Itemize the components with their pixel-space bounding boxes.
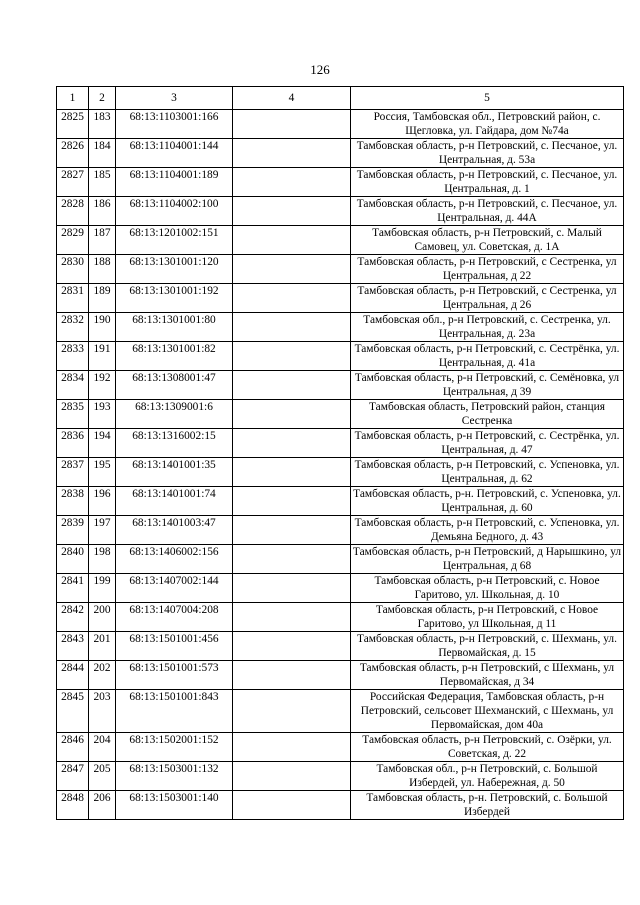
table-row bbox=[57, 487, 624, 516]
table-row bbox=[57, 197, 624, 226]
table-cell-c2: 202 bbox=[89, 661, 116, 690]
table-cell-c5: Тамбовская область, р-н Петровский, с. Сестрёнка, ул. Центральная, д. 41а bbox=[351, 342, 624, 371]
table-cell-c4 bbox=[233, 400, 351, 429]
table-cell-c3: 68:13:1201002:151 bbox=[116, 226, 233, 255]
table-cell-c5: Россия, Тамбовская обл., Петровский район, с. Щегловка, ул. Гайдара, дом №74а bbox=[351, 110, 624, 139]
table-cell-c5: Тамбовская обл., р-н Петровский, с. Сестренка, ул. Центральная, д. 23а bbox=[351, 313, 624, 342]
table-cell-c5: Тамбовская область, р-н Петровский, с. Песчаное, ул. Центральная, д. 53а bbox=[351, 139, 624, 168]
table-cell-c2: 189 bbox=[89, 284, 116, 313]
table-row bbox=[57, 400, 624, 429]
table-cell-c1: 2848 bbox=[57, 791, 89, 820]
table-cell-c5: Тамбовская область, р-н Петровский, с. Песчаное, ул. Центральная, д. 1 bbox=[351, 168, 624, 197]
table-cell-c2: 195 bbox=[89, 458, 116, 487]
page-number: 126 bbox=[310, 62, 330, 77]
table-row bbox=[57, 226, 624, 255]
table-cell-c4 bbox=[233, 110, 351, 139]
table-cell-c5: Тамбовская область, р-н Петровский, с. Озёрки, ул. Советская, д. 22 bbox=[351, 733, 624, 762]
table-cell-c3: 68:13:1501001:456 bbox=[116, 632, 233, 661]
table-cell-c2: 197 bbox=[89, 516, 116, 545]
table-cell-c4 bbox=[233, 661, 351, 690]
table-cell-c3: 68:13:1503001:132 bbox=[116, 762, 233, 791]
table-row bbox=[57, 168, 624, 197]
table-row bbox=[57, 545, 624, 574]
table-cell-c1: 2847 bbox=[57, 762, 89, 791]
table-cell-c2: 203 bbox=[89, 690, 116, 733]
table-cell-c4 bbox=[233, 632, 351, 661]
table-cell-c1: 2829 bbox=[57, 226, 89, 255]
table-cell-c5: Тамбовская область, р-н Петровский, с. Шехмань, ул. Первомайская, д. 15 bbox=[351, 632, 624, 661]
table-row bbox=[57, 516, 624, 545]
table-row bbox=[57, 110, 624, 139]
table-cell-c2: 193 bbox=[89, 400, 116, 429]
table-cell-c5: Тамбовская область, р-н Петровский, с. Сестрёнка, ул. Центральная, д. 47 bbox=[351, 429, 624, 458]
table-row bbox=[57, 342, 624, 371]
table-cell-c1: 2840 bbox=[57, 545, 89, 574]
table-cell-c1: 2843 bbox=[57, 632, 89, 661]
table-cell-c1: 2831 bbox=[57, 284, 89, 313]
table-cell-c3: 68:13:1407004:208 bbox=[116, 603, 233, 632]
table-row bbox=[57, 429, 624, 458]
table-cell-c3: 68:13:1301001:120 bbox=[116, 255, 233, 284]
table-cell-c2: 196 bbox=[89, 487, 116, 516]
table-cell-c1: 2844 bbox=[57, 661, 89, 690]
table-cell-c5: Тамбовская область, Петровский район, станция Сестренка bbox=[351, 400, 624, 429]
table-cell-c4 bbox=[233, 313, 351, 342]
table-row bbox=[57, 458, 624, 487]
table-cell-c1: 2846 bbox=[57, 733, 89, 762]
table-cell-c3: 68:13:1316002:15 bbox=[116, 429, 233, 458]
table-cell-c5: Тамбовская обл., р-н Петровский, с. Большой Избердей, ул. Набережная, д. 50 bbox=[351, 762, 624, 791]
table-cell-c4 bbox=[233, 371, 351, 400]
table-cell-c5: Тамбовская область, р-н Петровский, с Новое Гаритово, ул Школьная, д 11 bbox=[351, 603, 624, 632]
table-cell-c2: 183 bbox=[89, 110, 116, 139]
table-cell-c3: 68:13:1502001:152 bbox=[116, 733, 233, 762]
table-cell-c4 bbox=[233, 574, 351, 603]
table-cell-c4 bbox=[233, 139, 351, 168]
table-cell-c4 bbox=[233, 762, 351, 791]
table-cell-c3: 68:13:1301001:80 bbox=[116, 313, 233, 342]
table-cell-c4 bbox=[233, 690, 351, 733]
table-cell-c1: 2826 bbox=[57, 139, 89, 168]
table-cell-c3: 68:13:1401001:35 bbox=[116, 458, 233, 487]
table-row bbox=[57, 791, 624, 820]
table-row bbox=[57, 733, 624, 762]
table-cell-c1: 2841 bbox=[57, 574, 89, 603]
table-cell-c5: Тамбовская область, р-н Петровский, с. Новое Гаритово, ул. Школьная, д. 10 bbox=[351, 574, 624, 603]
table-row bbox=[57, 139, 624, 168]
table-cell-c1: 2832 bbox=[57, 313, 89, 342]
table-cell-c1: 2839 bbox=[57, 516, 89, 545]
table-cell-c4 bbox=[233, 545, 351, 574]
table-cell-c1: 2837 bbox=[57, 458, 89, 487]
table-cell-c2: 199 bbox=[89, 574, 116, 603]
table-row bbox=[57, 284, 624, 313]
table-cell-c4 bbox=[233, 284, 351, 313]
table-cell-c2: 201 bbox=[89, 632, 116, 661]
table-cell-c4 bbox=[233, 791, 351, 820]
table-cell-c4 bbox=[233, 516, 351, 545]
table-cell-c3: 68:13:1401003:47 bbox=[116, 516, 233, 545]
table-cell-c5: Тамбовская область, р-н Петровский, с. Песчаное, ул. Центральная, д. 44А bbox=[351, 197, 624, 226]
table-cell-c2: 185 bbox=[89, 168, 116, 197]
column-header: 1 bbox=[57, 87, 89, 110]
table-cell-c1: 2825 bbox=[57, 110, 89, 139]
table-cell-c3: 68:13:1407002:144 bbox=[116, 574, 233, 603]
table-cell-c3: 68:13:1301001:82 bbox=[116, 342, 233, 371]
table-cell-c2: 184 bbox=[89, 139, 116, 168]
table-cell-c5: Российская Федерация, Тамбовская область, р-н Петровский, сельсовет Шехманский, с Шехмань, ул Первомайская, дом 40а bbox=[351, 690, 624, 733]
table-row bbox=[57, 371, 624, 400]
table-cell-c2: 200 bbox=[89, 603, 116, 632]
table-cell-c1: 2833 bbox=[57, 342, 89, 371]
table-row bbox=[57, 313, 624, 342]
table-cell-c3: 68:13:1301001:192 bbox=[116, 284, 233, 313]
table-cell-c4 bbox=[233, 733, 351, 762]
table-cell-c2: 205 bbox=[89, 762, 116, 791]
table-cell-c4 bbox=[233, 458, 351, 487]
table-cell-c3: 68:13:1103001:166 bbox=[116, 110, 233, 139]
table-cell-c5: Тамбовская область, р-н. Петровский, с. Успеновка, ул. Центральная, д. 60 bbox=[351, 487, 624, 516]
table-row bbox=[57, 574, 624, 603]
table-cell-c5: Тамбовская область, р-н Петровский, с Сестренка, ул Центральная, д 26 bbox=[351, 284, 624, 313]
table-row bbox=[57, 762, 624, 791]
table-cell-c1: 2830 bbox=[57, 255, 89, 284]
table-cell-c4 bbox=[233, 429, 351, 458]
column-header: 3 bbox=[116, 87, 233, 110]
table-header-row bbox=[57, 87, 624, 110]
table-cell-c4 bbox=[233, 255, 351, 284]
table-cell-c4 bbox=[233, 603, 351, 632]
column-header: 2 bbox=[89, 87, 116, 110]
table-cell-c5: Тамбовская область, р-н Петровский, с Сестренка, ул Центральная, д 22 bbox=[351, 255, 624, 284]
table-cell-c5: Тамбовская область, р-н. Петровский, с. Большой Избердей bbox=[351, 791, 624, 820]
table-row bbox=[57, 255, 624, 284]
table-cell-c3: 68:13:1104001:189 bbox=[116, 168, 233, 197]
table-cell-c3: 68:13:1104001:144 bbox=[116, 139, 233, 168]
table-cell-c5: Тамбовская область, р-н Петровский, с. Успеновка, ул. Демьяна Бедного, д. 43 bbox=[351, 516, 624, 545]
table-cell-c4 bbox=[233, 168, 351, 197]
table-cell-c3: 68:13:1406002:156 bbox=[116, 545, 233, 574]
table-cell-c3: 68:13:1308001:47 bbox=[116, 371, 233, 400]
table-cell-c5: Тамбовская область, р-н Петровский, д Нарышкино, ул Центральная, д 68 bbox=[351, 545, 624, 574]
table-cell-c3: 68:13:1501001:843 bbox=[116, 690, 233, 733]
table-cell-c2: 192 bbox=[89, 371, 116, 400]
registry-table bbox=[56, 86, 624, 820]
table-row bbox=[57, 661, 624, 690]
table-cell-c2: 206 bbox=[89, 791, 116, 820]
table-cell-c4 bbox=[233, 226, 351, 255]
table-cell-c2: 191 bbox=[89, 342, 116, 371]
table-cell-c2: 190 bbox=[89, 313, 116, 342]
table-cell-c1: 2835 bbox=[57, 400, 89, 429]
registry-body bbox=[57, 87, 624, 820]
table-cell-c4 bbox=[233, 487, 351, 516]
table-cell-c2: 188 bbox=[89, 255, 116, 284]
table-cell-c5: Тамбовская область, р-н Петровский, с. Малый Самовец, ул. Советская, д. 1А bbox=[351, 226, 624, 255]
table-cell-c5: Тамбовская область, р-н Петровский, с Шехмань, ул Первомайская, д 34 bbox=[351, 661, 624, 690]
table-cell-c5: Тамбовская область, р-н Петровский, с. Успеновка, ул. Центральная, д. 62 bbox=[351, 458, 624, 487]
table-cell-c2: 198 bbox=[89, 545, 116, 574]
table-cell-c1: 2827 bbox=[57, 168, 89, 197]
table-cell-c3: 68:13:1501001:573 bbox=[116, 661, 233, 690]
column-header: 5 bbox=[351, 87, 624, 110]
table-cell-c2: 187 bbox=[89, 226, 116, 255]
table-cell-c3: 68:13:1503001:140 bbox=[116, 791, 233, 820]
table-cell-c2: 194 bbox=[89, 429, 116, 458]
table-cell-c3: 68:13:1104002:100 bbox=[116, 197, 233, 226]
table-cell-c4 bbox=[233, 197, 351, 226]
table-cell-c1: 2838 bbox=[57, 487, 89, 516]
column-header: 4 bbox=[233, 87, 351, 110]
table-cell-c1: 2842 bbox=[57, 603, 89, 632]
table-cell-c2: 186 bbox=[89, 197, 116, 226]
table-cell-c2: 204 bbox=[89, 733, 116, 762]
table-row bbox=[57, 690, 624, 733]
table-cell-c1: 2836 bbox=[57, 429, 89, 458]
table-cell-c5: Тамбовская область, р-н Петровский, с. Семёновка, ул Центральная, д 39 bbox=[351, 371, 624, 400]
table-cell-c1: 2828 bbox=[57, 197, 89, 226]
table-cell-c1: 2845 bbox=[57, 690, 89, 733]
table-cell-c4 bbox=[233, 342, 351, 371]
table-row bbox=[57, 603, 624, 632]
table-cell-c3: 68:13:1309001:6 bbox=[116, 400, 233, 429]
table-row bbox=[57, 632, 624, 661]
table-cell-c3: 68:13:1401001:74 bbox=[116, 487, 233, 516]
table-cell-c1: 2834 bbox=[57, 371, 89, 400]
